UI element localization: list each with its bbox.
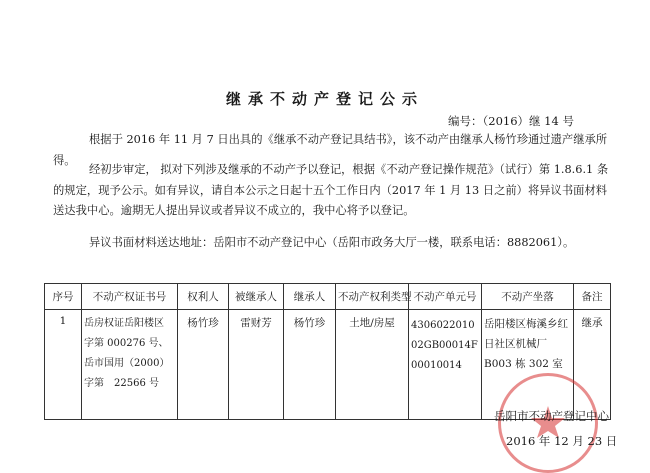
header-right-type: 不动产权利类型 (336, 284, 409, 310)
cell-unit-no: 430602201002GB00014F00010014 (409, 310, 482, 420)
cell-serial: 1 (45, 310, 82, 420)
issue-date: 2016 年 12 月 23 日 (506, 434, 618, 448)
header-holder: 权利人 (178, 284, 229, 310)
cell-right-type: 土地/房屋 (336, 310, 409, 420)
cert-line: 岳市国用（2000） (84, 358, 170, 369)
cell-heir: 杨竹珍 (284, 310, 336, 420)
header-location: 不动产坐落 (482, 284, 574, 310)
header-deceased: 被继承人 (229, 284, 284, 310)
document-number: 编号：（2016）继 14 号 (448, 114, 574, 128)
header-serial: 序号 (45, 284, 82, 310)
cell-holder: 杨竹珍 (178, 310, 229, 420)
header-remark: 备注 (574, 284, 611, 310)
cert-line: 字第 22566 号 (84, 378, 159, 389)
cell-deceased: 雷财芳 (229, 310, 284, 420)
header-heir: 继承人 (284, 284, 336, 310)
cert-line: 字第 000276 号、 (84, 338, 169, 349)
notice-title: 继承不动产登记公示 (225, 90, 424, 108)
issuer-name: 岳阳市不动产登记中心 (494, 409, 609, 423)
header-unit-no: 不动产单元号 (409, 284, 482, 310)
paragraph-review: 经初步审定， 拟对下列涉及继承的不动产予以登记，根据《不动产登记操作规范》（试行）第 1.8.6.1 条的规定，现予公示。如有异议，请自本公示之日起十五个工作日内（2017 年 1 月 13 日之前）将异议书面材料送达我中心。逾期无人提出异议或者异议不成立的，我中心将予以登记。 (53, 163, 609, 217)
header-cert-no: 不动产权证书号 (82, 284, 178, 310)
cell-cert-no (82, 310, 178, 420)
cell-remark: 继承 (574, 310, 611, 420)
paragraph-basis: 根据于 2016 年 11 月 7 日出具的《继承不动产登记具结书》，该不动产由继承人杨竹珍通过遗产继承所得。 (53, 133, 608, 167)
table-header-row (45, 284, 611, 310)
cell-location: 岳阳楼区梅溪乡红日社区机械厂 B003 栋 302 室 (482, 310, 574, 420)
cert-line: 岳房权证岳阳楼区 (84, 318, 164, 329)
paragraph-address: 异议书面材料送达地址：岳阳市不动产登记中心（岳阳市政务大厅一楼，联系电话：8882061）。 (89, 236, 575, 249)
